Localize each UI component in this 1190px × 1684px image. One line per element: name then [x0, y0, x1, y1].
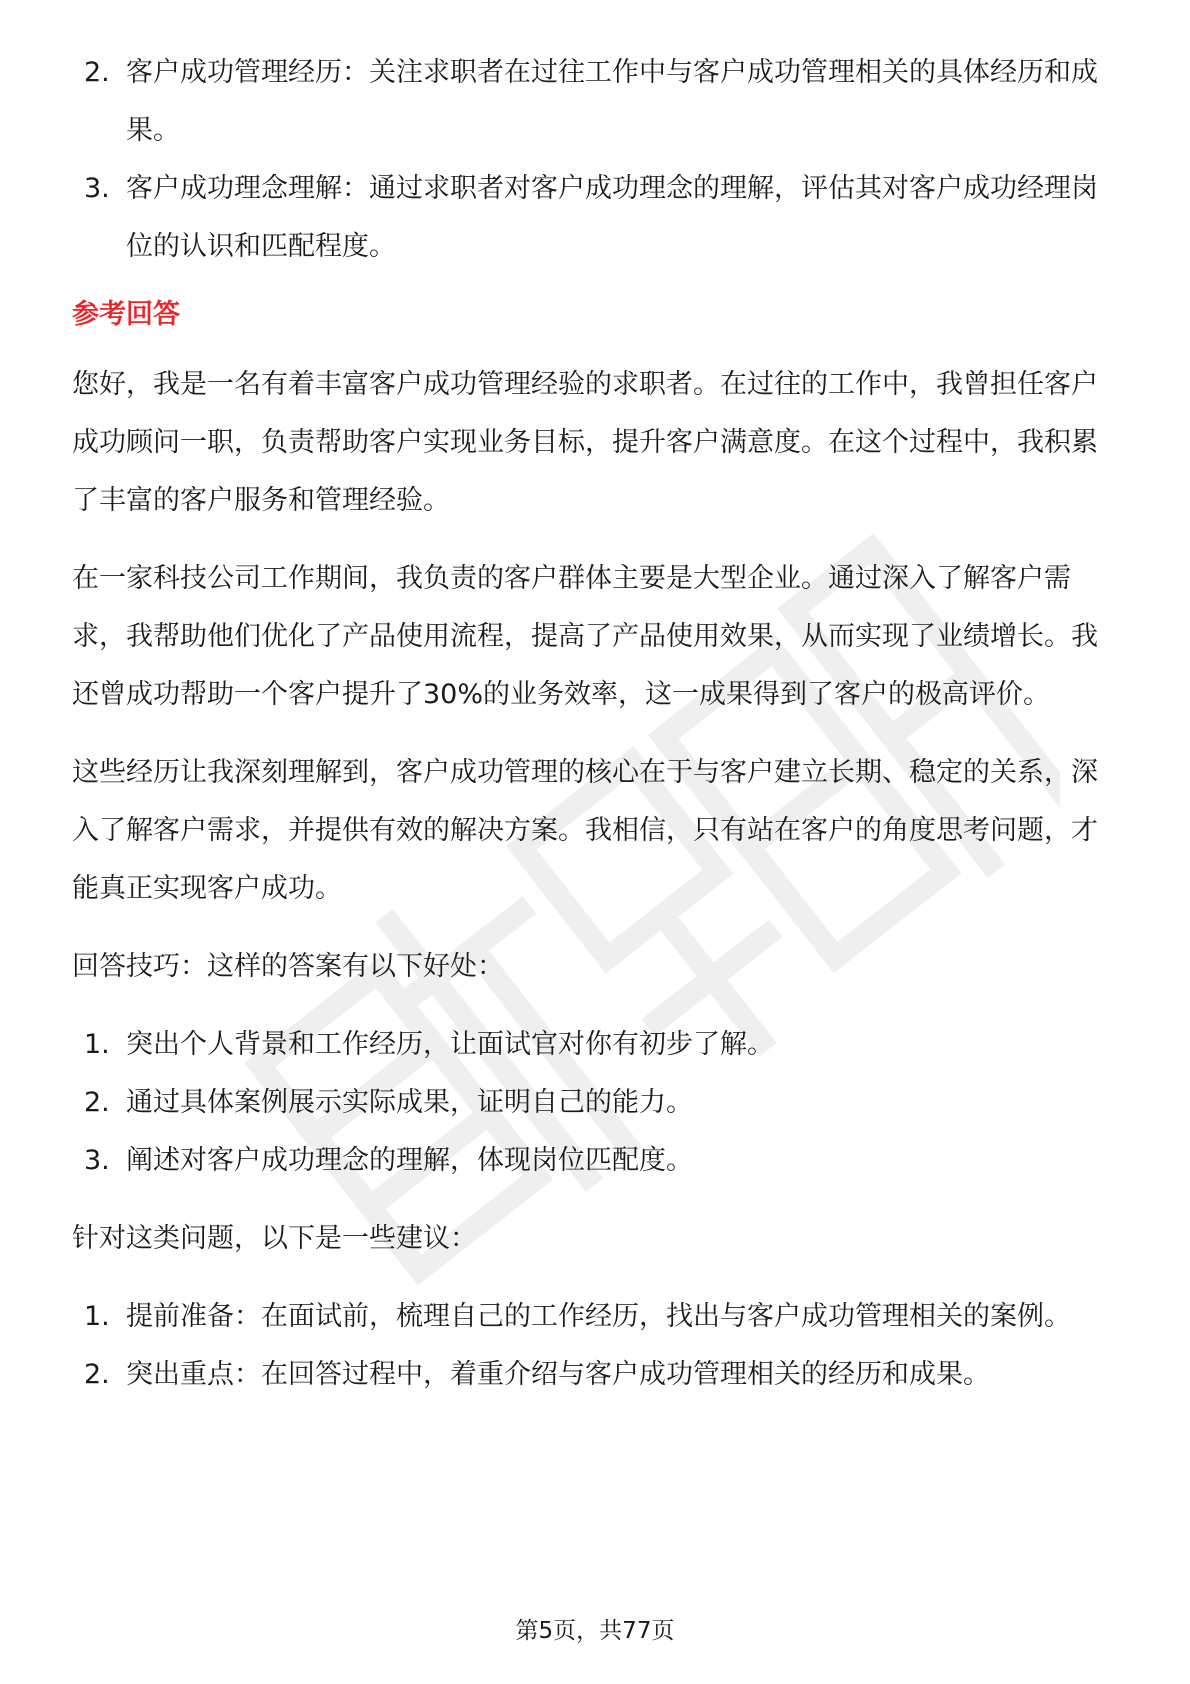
tips-list	[72, 1016, 1122, 1190]
answer-heading: 参考回答	[72, 299, 180, 330]
list-number: 2.	[84, 57, 110, 88]
list-text: 突出重点：在回答过程中，着重介绍与客户成功管理相关的经历和成果。	[126, 1359, 990, 1390]
suggest-list	[72, 1288, 1122, 1404]
page-footer: 第5页，共77页	[515, 1618, 675, 1644]
suggest-intro: 针对这类问题，以下是一些建议：	[72, 1223, 477, 1254]
list-number: 1.	[84, 1301, 110, 1332]
list-item	[72, 160, 1122, 276]
criteria-list	[72, 44, 1122, 276]
list-item	[72, 1288, 1122, 1346]
answer-paragraph: 在一家科技公司工作期间，我负责的客户群体主要是大型企业。通过深入了解客户需求，我帮助他们优化了产品使用流程，提高了产品使用效果，从而实现了业绩增长。我还曾成功帮助一个客户提升了30%的业务效率，这一成果得到了客户的极高评价。	[72, 563, 1098, 710]
list-text: 阐述对客户成功理念的理解，体现岗位匹配度。	[126, 1145, 693, 1176]
list-number: 2.	[84, 1359, 110, 1390]
tips-intro: 回答技巧：这样的答案有以下好处：	[72, 951, 504, 982]
list-item	[72, 1074, 1122, 1132]
list-text: 提前准备：在面试前，梳理自己的工作经历，找出与客户成功管理相关的案例。	[126, 1301, 1071, 1332]
list-number: 2.	[84, 1087, 110, 1118]
list-item	[72, 44, 1122, 160]
answer-paragraph: 您好，我是一名有着丰富客户成功管理经验的求职者。在过往的工作中，我曾担任客户成功顾问一职，负责帮助客户实现业务目标，提升客户满意度。在这个过程中，我积累了丰富的客户服务和管理经验。	[72, 369, 1098, 516]
answer-paragraph: 这些经历让我深刻理解到，客户成功管理的核心在于与客户建立长期、稳定的关系，深入了解客户需求，并提供有效的解决方案。我相信，只有站在客户的角度思考问题，才能真正实现客户成功。	[72, 757, 1098, 904]
list-item	[72, 1346, 1122, 1404]
list-item	[72, 1132, 1122, 1190]
list-number: 3.	[84, 173, 110, 204]
document-content	[72, 0, 1122, 1404]
list-text: 客户成功理念理解：通过求职者对客户成功理念的理解，评估其对客户成功经理岗位的认识和匹配程度。	[126, 173, 1098, 262]
list-number: 1.	[84, 1029, 110, 1060]
list-text: 突出个人背景和工作经历，让面试官对你有初步了解。	[126, 1029, 774, 1060]
list-item	[72, 1016, 1122, 1074]
list-text: 通过具体案例展示实际成果，证明自己的能力。	[126, 1087, 693, 1118]
list-text: 客户成功管理经历：关注求职者在过往工作中与客户成功管理相关的具体经历和成果。	[126, 57, 1098, 146]
list-number: 3.	[84, 1145, 110, 1176]
